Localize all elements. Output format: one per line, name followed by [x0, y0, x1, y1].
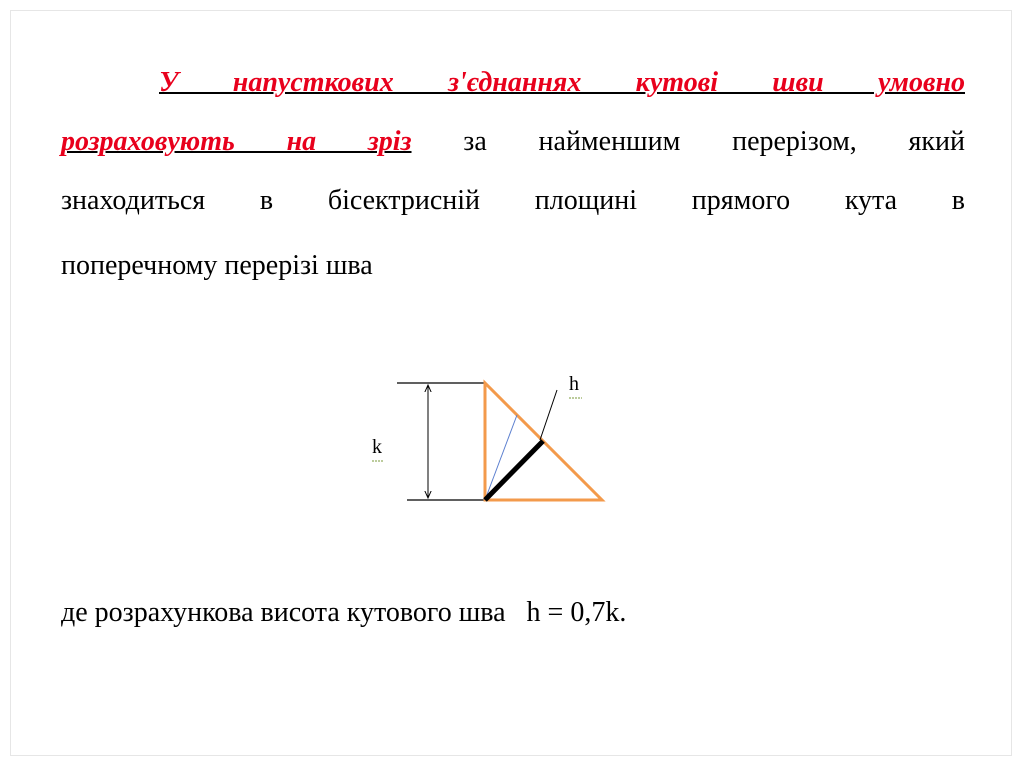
paragraph-line-3: знаходиться в бісектрисній площині прямого кута в — [61, 185, 965, 216]
formula-line: де розрахункова висота кутового шва h = 0,7k. — [61, 597, 627, 628]
label-k: k — [372, 436, 382, 458]
paragraph-text: за найменшим перерізом, який — [463, 126, 966, 157]
throat-line-h — [485, 441, 543, 500]
highlighted-phrase-part-2: розраховують на зріз — [61, 126, 412, 157]
paragraph-line-4: поперечному перерізі шва — [61, 250, 373, 281]
label-h: h — [569, 373, 579, 395]
paragraph-line-2 — [61, 113, 965, 171]
paragraph-line-1 — [61, 54, 965, 112]
fillet-weld-diagram — [350, 360, 620, 520]
leader-line-h — [540, 390, 557, 440]
highlighted-phrase-part-1: У напусткових з'єднаннях кутові шви умовно — [159, 67, 965, 98]
